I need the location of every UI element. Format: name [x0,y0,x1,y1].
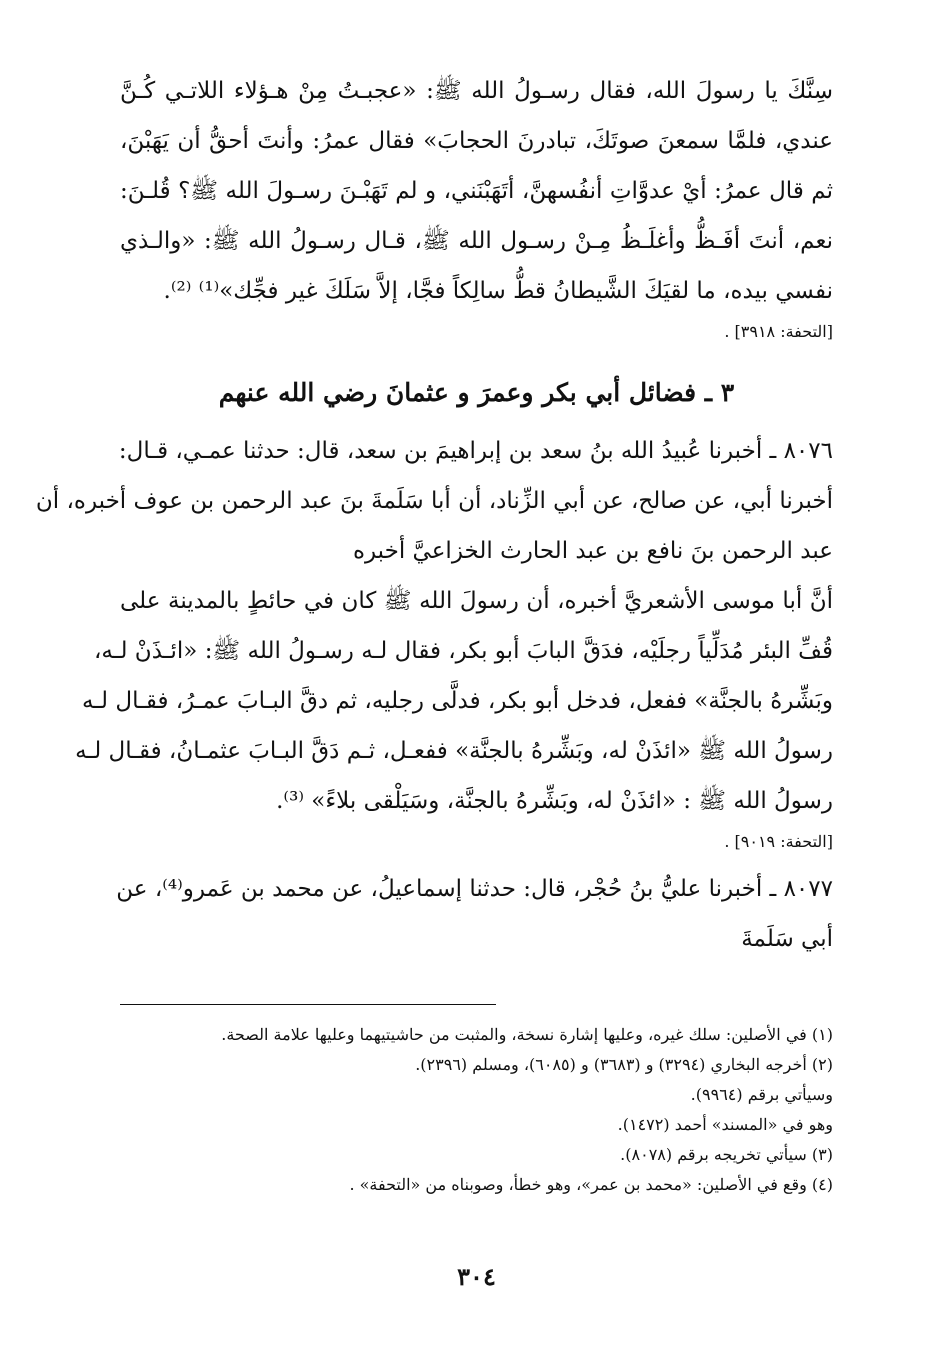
tuhfa-reference: [التحفة: ٣٩١٨] . [724,322,833,341]
page-number: ٣٠٤ [457,1262,496,1291]
text-line: نفسي بيده، ما لقيَكَ الشَّيطانُ قطُّ سالِكاً فجَّا، إلاَّ سَلَكَ غير فجِّك»⁽¹⁾ ⁽²⁾. [163,278,833,304]
footnote: (٢) أخرجه البخاري (٣٢٩٤) و (٣٦٨٣) و (٦٠٨٥)، ومسلم (٢٣٩٦). [415,1055,833,1074]
text-line: سِنَّكَ يا رسولَ الله، فقال رسـولُ الله ﷺ: «عجبـتُ مِنْ هـؤلاء اللاتـي كُـنَّ [120,78,833,104]
isnad-line: ٨٠٧٧ ـ أخبرنا عليُّ بنُ حُجْر، قال: حدثنا إسماعيلُ، عن محمد بن عَمرو⁽⁴⁾، عن [116,876,833,902]
matn-line: أنَّ أبا موسى الأشعريَّ أخبره، أن رسولَ الله ﷺ كان في حائطٍ بالمدينة على [120,588,833,614]
footnote: (٤) وقع في الأصلين: «محمد بن عمر»، وهو خطأ، وصوبناه من «التحفة» . [349,1175,833,1194]
text-line: عندي، فلمَّا سمعنَ صوتَكَ، تبادرنَ الحجابَ» فقال عمرُ: وأنتَ أحقُّ أن يَهَبْنَ، [120,128,833,154]
matn-line: وبَشِّرهُ بالجنَّة» ففعل، فدخل أبو بكر، فدلَّى رجليه، ثم دقَّ البـابَ عمـرُ، فقـال لـه [81,688,833,714]
book-page [35,0,833,1365]
matn-line: رسولُ الله ﷺ «ائذَنْ له، وبَشِّرهُ بالجنَّة» ففعـل، ثـم دَقَّ البـابَ عثمـانُ، فقـال لـه [75,738,833,764]
footnote: (٣) سيأتي تخريجه برقم (٨٠٧٨). [620,1145,833,1164]
main-text [35,66,833,964]
footnotes [120,1020,833,1200]
isnad-line: ٨٠٧٦ ـ أخبرنا عُبيدُ الله بنُ سعد بن إبراهيمَ بن سعد، قال: حدثنا عمـي، قـال: [118,438,833,464]
matn-line: رسولُ الله ﷺ : «ائذَنْ له، وبَشِّرهُ بالجنَّة، وسَيَلْقى بلاءً» ⁽³⁾. [276,788,833,814]
isnad-line: أبي سَلَمةَ [741,926,833,952]
footnote: وسيأتي برقم (٩٩٦٤). [690,1085,833,1104]
footnote: وهو في «المسند» أحمد (١٤٧٢). [617,1115,833,1134]
section-heading: ٣ ـ فضائل أبي بكر وعمرَ و عثمانَ رضي الله عنهم [218,378,735,407]
matn-line: قُفِّ البئر مُدَلِّياً رجلَيْه، فدَقَّ البابَ أبو بكر، فقال لـه رسـولُ الله ﷺ: «ائـذَنْ لـه، [94,638,833,664]
text-line: نعم، أنتَ أفَـظُّ وأغلَـظُ مِـنْ رسـول الله ﷺ، قـال رسـولُ الله ﷺ: «والـذي [120,228,833,254]
tuhfa-reference: [التحفة: ٩٠١٩] . [724,832,833,851]
text-line: ثم قال عمرُ: أيْ عدوَّاتِ أنفُسهنَّ، أتَهَبْنَني، و لم تَهَبْـنَ رسـولَ الله ﷺ؟ قُلـنَ: [120,178,833,204]
isnad-line: أخبرنا أبي، عن صالح، عن أبي الزِّناد، أن أبا سَلَمةَ بنَ عبد الرحمن بن عوف أخبره، أن [35,488,833,514]
footnote-divider [120,1004,496,1005]
footnote: (١) في الأصلين: سلك غيره، وعليها إشارة نسخة، والمثبت من حاشيتيهما وعليها علامة الصحة. [221,1025,833,1044]
isnad-line: عبد الرحمن بنَ نافع بن عبد الحارث الخزاعيَّ أخبره [352,538,833,564]
